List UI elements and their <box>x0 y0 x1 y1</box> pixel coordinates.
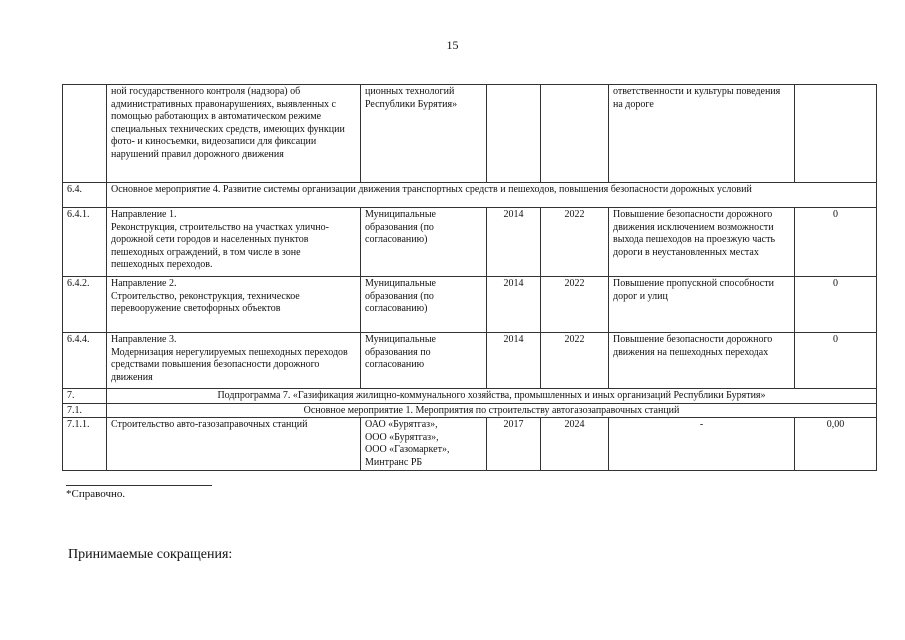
cell-row-id: 6.4.4. <box>63 333 107 389</box>
cell-value: 0 <box>795 333 877 389</box>
measures-table <box>62 84 877 471</box>
cell-end-year: 2022 <box>541 333 609 389</box>
cell-start-year: 2014 <box>487 208 541 277</box>
cell-start-year: 2014 <box>487 333 541 389</box>
cell-start-year: 2017 <box>487 418 541 470</box>
cell-start-year <box>487 85 541 183</box>
table-row <box>63 418 877 470</box>
cell-executor: Муниципальные образования (по согласованию) <box>361 208 487 277</box>
cell-measure-name: Направление 1. Реконструкция, строительство на участках улично-дорожной сети городов и населенных пунктов пешеходных ограждений, в том числе в зоне пешеходных переходов. <box>107 208 361 277</box>
cell-start-year: 2014 <box>487 277 541 333</box>
cell-expected-result: Повышение безопасности дорожного движения на пешеходных переходах <box>609 333 795 389</box>
cell-row-id: 6.4.1. <box>63 208 107 277</box>
cell-row-id: 7.1. <box>63 403 107 418</box>
table-row <box>63 389 877 404</box>
cell-expected-result: - <box>609 418 795 470</box>
section-heading: Подпрограмма 7. «Газификация жилищно-коммунального хозяйства, промышленных и иных организаций Республики Бурятия» <box>107 389 877 404</box>
cell-value: 0 <box>795 208 877 277</box>
cell-expected-result: Повышение пропускной способности дорог и улиц <box>609 277 795 333</box>
cell-executor: Муниципальные образования (по согласованию) <box>361 277 487 333</box>
table-row <box>63 277 877 333</box>
cell-expected-result: ответственности и культуры поведения на дороге <box>609 85 795 183</box>
cell-end-year: 2022 <box>541 277 609 333</box>
cell-measure-name: Строительство авто-газозаправочных станций <box>107 418 361 470</box>
cell-value: 0 <box>795 277 877 333</box>
table-row <box>63 403 877 418</box>
cell-end-year: 2022 <box>541 208 609 277</box>
table-row <box>63 333 877 389</box>
cell-row-id: 7.1.1. <box>63 418 107 470</box>
cell-measure-name: Направление 3. Модернизация нерегулируемых пешеходных переходов средствами повышения безопасности дорожного движения <box>107 333 361 389</box>
cell-row-id: 6.4. <box>63 183 107 208</box>
cell-end-year: 2024 <box>541 418 609 470</box>
cell-end-year <box>541 85 609 183</box>
footnote: *Справочно. <box>66 488 126 500</box>
cell-value: 0,00 <box>795 418 877 470</box>
table-row <box>63 183 877 208</box>
cell-row-id <box>63 85 107 183</box>
section-heading: Основное мероприятие 1. Мероприятия по строительству автогазозаправочных станций <box>107 403 877 418</box>
cell-executor: ОАО «Бурятгаз», ООО «Бурятгаз», ООО «Газомаркет», Минтранс РБ <box>361 418 487 470</box>
table-row <box>63 85 877 183</box>
cell-expected-result: Повышение безопасности дорожного движения исключением возможности выхода пешеходов на проезжую часть дороги в неустановленных местах <box>609 208 795 277</box>
cell-measure-name: Направление 2. Строительство, реконструкция, техническое перевооружение светофорных объектов <box>107 277 361 333</box>
page-number: 15 <box>446 38 459 52</box>
cell-measure-name: ной государственного контроля (надзора) об административных правонарушениях, выявленных с помощью работающих в автоматическом режиме специальных технических средств, имеющих функции фото- и киносъемки, видеозаписи для фиксации нарушений правил дорожного движения <box>107 85 361 183</box>
table-row <box>63 208 877 277</box>
main-measure-heading: Основное мероприятие 4. Развитие системы организации движения транспортных средств и пешеходов, повышения безопасности дорожных условий <box>107 183 877 208</box>
cell-row-id: 6.4.2. <box>63 277 107 333</box>
cell-executor: ционных технологий Республики Бурятия» <box>361 85 487 183</box>
cell-row-id: 7. <box>63 389 107 404</box>
footnote-divider <box>66 485 212 486</box>
cell-value <box>795 85 877 183</box>
abbreviations-heading: Принимаемые сокращения: <box>68 547 233 562</box>
cell-executor: Муниципальные образования по согласованию <box>361 333 487 389</box>
